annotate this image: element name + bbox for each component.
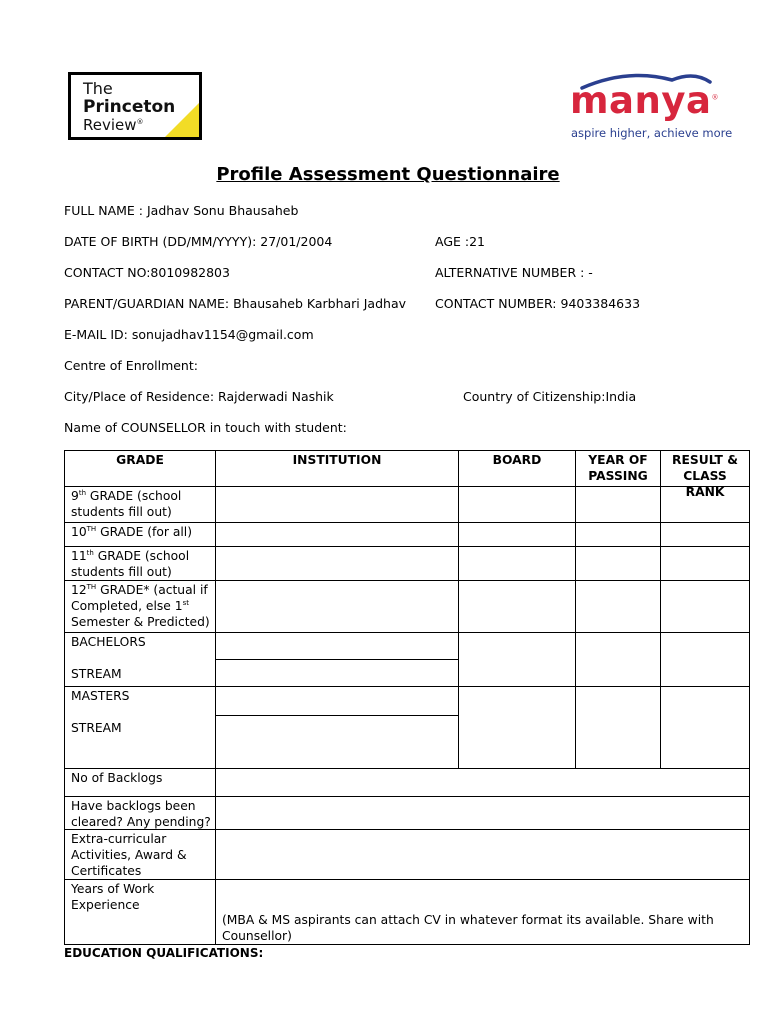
row-label-10th-grade (64, 522, 216, 547)
g11-a: GRADE (school (93, 549, 190, 563)
g12-b-sup: st (182, 598, 189, 607)
alt-number-field: ALTERNATIVE NUMBER : - (435, 265, 593, 280)
header-board: BOARD (458, 450, 576, 487)
g11-b: students fill out) (71, 565, 172, 579)
g12-sup: TH (86, 582, 97, 591)
manya-logo (568, 70, 733, 145)
work-note-b: Counsellor) (222, 929, 292, 943)
centre-field: Centre of Enrollment: (64, 358, 198, 373)
manya-mark: ® (711, 93, 719, 102)
contact-field: CONTACT NO:8010982803 (64, 265, 230, 280)
g9-sup: th (78, 488, 87, 497)
counsellor-field: Name of COUNSELLOR in touch with student: (64, 420, 347, 435)
extra-a: Extra-curricular (71, 832, 167, 846)
work-note-a: (MBA & MS aspirants can attach CV in whatever format its available. Share with (222, 913, 714, 927)
input-12th-institution[interactable] (215, 580, 459, 633)
education-table (64, 450, 750, 945)
extra-b: Activities, Award & (71, 848, 187, 862)
dob-field: DATE OF BIRTH (DD/MM/YYYY): 27/01/2004 (64, 234, 333, 249)
row-label-12th-grade (64, 580, 216, 633)
row-label-9th-grade (64, 486, 216, 523)
work-a: Years of Work (71, 882, 155, 896)
header-year (575, 450, 661, 487)
input-11th-board[interactable] (458, 546, 576, 581)
education-qualifications-label: EDUCATION QUALIFICATIONS: (64, 946, 264, 960)
row-label-work-experience (64, 879, 216, 945)
input-12th-board[interactable] (458, 580, 576, 633)
row-label-backlogs: No of Backlogs (64, 768, 216, 797)
logo-text-the: The (83, 79, 113, 98)
input-bachelors-stream[interactable] (215, 659, 459, 687)
header-year-l1: YEAR OF (588, 453, 648, 467)
work-b: Experience (71, 898, 140, 912)
header-result (660, 450, 750, 499)
input-10th-institution[interactable] (215, 522, 459, 547)
input-bachelors-result[interactable] (660, 632, 750, 687)
input-masters-stream[interactable] (215, 715, 459, 769)
input-11th-year[interactable] (575, 546, 661, 581)
row-label-backlogs-cleared (64, 796, 216, 830)
masters-stream-label: STREAM (71, 721, 122, 735)
input-bachelors-board[interactable] (458, 632, 576, 687)
input-masters-result[interactable] (660, 686, 750, 769)
g10-sup: TH (86, 524, 97, 533)
g9-b: students fill out) (71, 505, 172, 519)
full-name-field: FULL NAME : Jadhav Sonu Bhausaheb (64, 203, 299, 218)
g12-num: 12 (71, 583, 87, 597)
g10-a: GRADE (for all) (96, 525, 193, 539)
header-year-l2: PASSING (588, 469, 648, 483)
manya-tagline: aspire higher, achieve more (571, 126, 733, 140)
email-field: E-MAIL ID: sonujadhav1154@gmail.com (64, 327, 314, 342)
header-institution: INSTITUTION (215, 450, 459, 487)
header-result-l2: CLASS RANK (683, 469, 727, 499)
input-backlogs-cleared[interactable] (215, 796, 750, 830)
logo-text-review: Review (83, 116, 137, 134)
bachelors-label: BACHELORS (71, 635, 146, 649)
g9-num: 9 (71, 489, 79, 503)
cleared-a: Have backlogs been (71, 799, 196, 813)
input-12th-year[interactable] (575, 580, 661, 633)
city-field: City/Place of Residence: Rajderwadi Nashik (64, 389, 334, 404)
g11-sup: th (86, 548, 94, 557)
extra-c: Certificates (71, 864, 142, 878)
g11-num: 11 (71, 549, 87, 563)
input-masters-board[interactable] (458, 686, 576, 769)
input-bachelors-institution[interactable] (215, 632, 459, 660)
input-extracurricular[interactable] (215, 829, 750, 880)
princeton-review-logo (68, 72, 202, 140)
logo-text-princeton: Princeton (83, 97, 176, 117)
row-label-extracurricular (64, 829, 216, 880)
page-title: Profile Assessment Questionnaire (216, 164, 560, 185)
input-9th-result[interactable] (660, 486, 750, 523)
manya-wordmark: manya (570, 79, 712, 122)
input-10th-year[interactable] (575, 522, 661, 547)
input-masters-year[interactable] (575, 686, 661, 769)
row-label-masters (64, 686, 216, 769)
g10-num: 10 (71, 525, 87, 539)
cleared-b: cleared? Any pending? (71, 815, 211, 829)
input-bachelors-year[interactable] (575, 632, 661, 687)
age-field: AGE :21 (435, 234, 486, 249)
row-label-11th-grade (64, 546, 216, 581)
input-9th-board[interactable] (458, 486, 576, 523)
input-11th-institution[interactable] (215, 546, 459, 581)
input-9th-institution[interactable] (215, 486, 459, 523)
input-12th-result[interactable] (660, 580, 750, 633)
header-result-l1: RESULT & (672, 453, 738, 467)
logo-mark: ® (136, 118, 144, 126)
country-field: Country of Citizenship:India (463, 389, 637, 404)
input-work-experience[interactable] (215, 879, 750, 945)
g12-a: GRADE* (actual if (96, 583, 208, 597)
input-10th-board[interactable] (458, 522, 576, 547)
header-grade: GRADE (64, 450, 216, 487)
input-10th-result[interactable] (660, 522, 750, 547)
input-9th-year[interactable] (575, 486, 661, 523)
input-masters-institution[interactable] (215, 686, 459, 716)
bachelors-stream-label: STREAM (71, 667, 122, 681)
g9-a: GRADE (school (86, 489, 182, 503)
input-11th-result[interactable] (660, 546, 750, 581)
row-label-bachelors (64, 632, 216, 687)
parent-contact-field: CONTACT NUMBER: 9403384633 (435, 296, 641, 311)
g12-b: Completed, else 1 (71, 599, 183, 613)
g12-c: Semester & Predicted) (71, 615, 210, 629)
masters-label: MASTERS (71, 689, 130, 703)
input-backlogs[interactable] (215, 768, 750, 797)
parent-name-field: PARENT/GUARDIAN NAME: Bhausaheb Karbhari Jadhav (64, 296, 407, 311)
